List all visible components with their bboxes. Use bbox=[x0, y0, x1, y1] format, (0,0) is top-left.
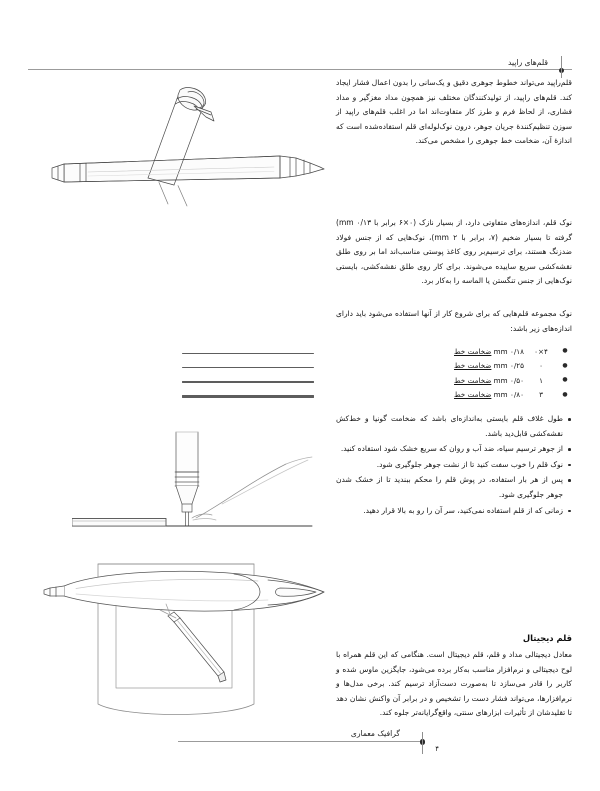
paragraph-digital-pen: معادل دیجیتالی مداد و قلم، قلم دیجیتال است. هنگامی که این قلم همراه با لوح دیجیتالی و نرم‌افزار مناسب به‌کار برده می‌شود، جایگزین ماوس شده و کاربر را قادر می‌سازد تا به‌صورت دست‌آزاد ترسیم کند. برخی مدل‌ها و نرم‌افزارها، می‌تواند فشار دست را تشخیص و در برابر آن واکنش نشان دهد تا تقلیدشان از تأثیرات ابزارهای سنتی، واقع‌گرایانه‌تر جلوه کند. bbox=[336, 650, 572, 718]
line-weight-specimens bbox=[182, 346, 314, 404]
line-weight-row bbox=[334, 388, 572, 403]
digital-pen-illustration bbox=[28, 548, 328, 740]
line-specimen-row bbox=[182, 361, 314, 376]
list-bullet-icon: ● bbox=[562, 347, 568, 355]
line-weight-row bbox=[334, 344, 572, 359]
line-thickness-label: ۰/۸۰ mm ضخامت خط bbox=[453, 390, 524, 400]
list-item: زمانی که از قلم استفاده نمی‌کنید، سر آن را رو به بالا قرار دهید. bbox=[336, 504, 572, 519]
line-specimen-row bbox=[182, 390, 314, 405]
header-title: قلم‌های راپید bbox=[507, 58, 548, 67]
pen-size-code: ۴×۰ bbox=[534, 346, 548, 356]
line-weight-row bbox=[334, 373, 572, 388]
page-number: ۴ bbox=[435, 745, 439, 753]
pen-size-code: ۱ bbox=[539, 375, 543, 385]
pen-size-code: ۳ bbox=[539, 390, 543, 400]
paragraph-intro: قلم‌راپید می‌تواند خطوط جوهری دقیق و یک‌سانی را بدون اعمال فشار ایجاد کند. قلم‌های راپید، از تولیدکنندگان مختلف نیز همچون مداد مغزگیر و مداد فشاری، از لحاظ فرم و طرز کار متفاوت‌اند اما در اغلب قلم‌های راپید از سوزن تنظیم‌کنندهٔ جریان جوهر، درون نوک‌لوله‌ای قلم استفاده‌شده است که اندازهٔ آن، ضخامت خط جوهری را مشخص می‌کند. bbox=[336, 78, 572, 146]
paragraph-nib-materials: نوک قلم، اندازه‌های متفاوتی دارد، از بسیار نازک (۰×۶ برابر با ۰/۱۳ mm) گرفته تا بسیار ضخیم (۷، برابر با ۲ mm)، نوک‌هایی که از جنس فولاد ضدزنگ هستند، برای ترسیم‌بر روی کاغذ پوستی مناسب‌اند اما بر روی طلق نقشه‌کشی سریع ساییده می‌شوند. برای کار روی طلق نقشه‌کشی، بایستی نوک‌هایی از جنس تنگستن یا الماسه را به‌کار برد. bbox=[336, 218, 573, 286]
line-specimen bbox=[182, 395, 314, 398]
line-specimen-row bbox=[182, 375, 314, 390]
header-tick-marker bbox=[561, 56, 562, 78]
line-specimen bbox=[182, 353, 314, 354]
line-specimen bbox=[182, 381, 314, 383]
line-thickness-label: ۰/۲۵ mm ضخامت خط bbox=[453, 361, 524, 371]
list-bullet-icon: ● bbox=[562, 376, 568, 384]
line-weight-row bbox=[334, 359, 572, 374]
section-heading-digital-pen: قلم دیجیتال bbox=[522, 633, 572, 643]
footer-rule bbox=[178, 741, 422, 742]
list-item: از جوهر ترسیم سیاه، ضد آب و روان که سریع خشک شود استفاده کنید. bbox=[336, 442, 572, 457]
line-specimen bbox=[182, 367, 314, 368]
page-header bbox=[28, 44, 572, 70]
page-footer bbox=[28, 729, 572, 755]
list-item: نوک قلم را خوب سفت کنید تا از نشت جوهر جلوگیری شود. bbox=[336, 458, 572, 473]
list-bullet-icon: ● bbox=[562, 390, 568, 398]
pen-care-tips-list bbox=[336, 412, 572, 519]
line-thickness-label: ۰/۵۰ mm ضخامت خط bbox=[453, 375, 524, 385]
list-item: طول غلاف قلم بایستی به‌اندازه‌ای باشد که ضخامت گونیا و خط‌کش نقشه‌کشی قابل‌دید باشد. bbox=[336, 412, 572, 441]
footer-tick-marker bbox=[422, 732, 423, 754]
line-weight-list bbox=[334, 344, 572, 402]
technical-pen-illustration bbox=[28, 68, 328, 208]
line-thickness-label: ۰/۱۸ mm ضخامت خط bbox=[453, 346, 524, 356]
list-bullet-icon: ● bbox=[562, 361, 568, 369]
pen-tip-on-ruler-illustration bbox=[72, 408, 328, 540]
footer-title: گرافیک معماری bbox=[350, 729, 400, 738]
list-item: پس از هر بار استفاده، در پوش قلم را محکم ببندید تا از خشک شدن جوهر جلوگیری شود. bbox=[336, 473, 572, 502]
line-specimen-row bbox=[182, 346, 314, 361]
paragraph-starter-set: نوک مجموعه قلم‌هایی که برای شروع کار از آنها استفاده می‌شود باید دارای اندازه‌های زیر باشد: bbox=[336, 309, 572, 333]
pen-size-code: ۰ bbox=[539, 361, 543, 371]
